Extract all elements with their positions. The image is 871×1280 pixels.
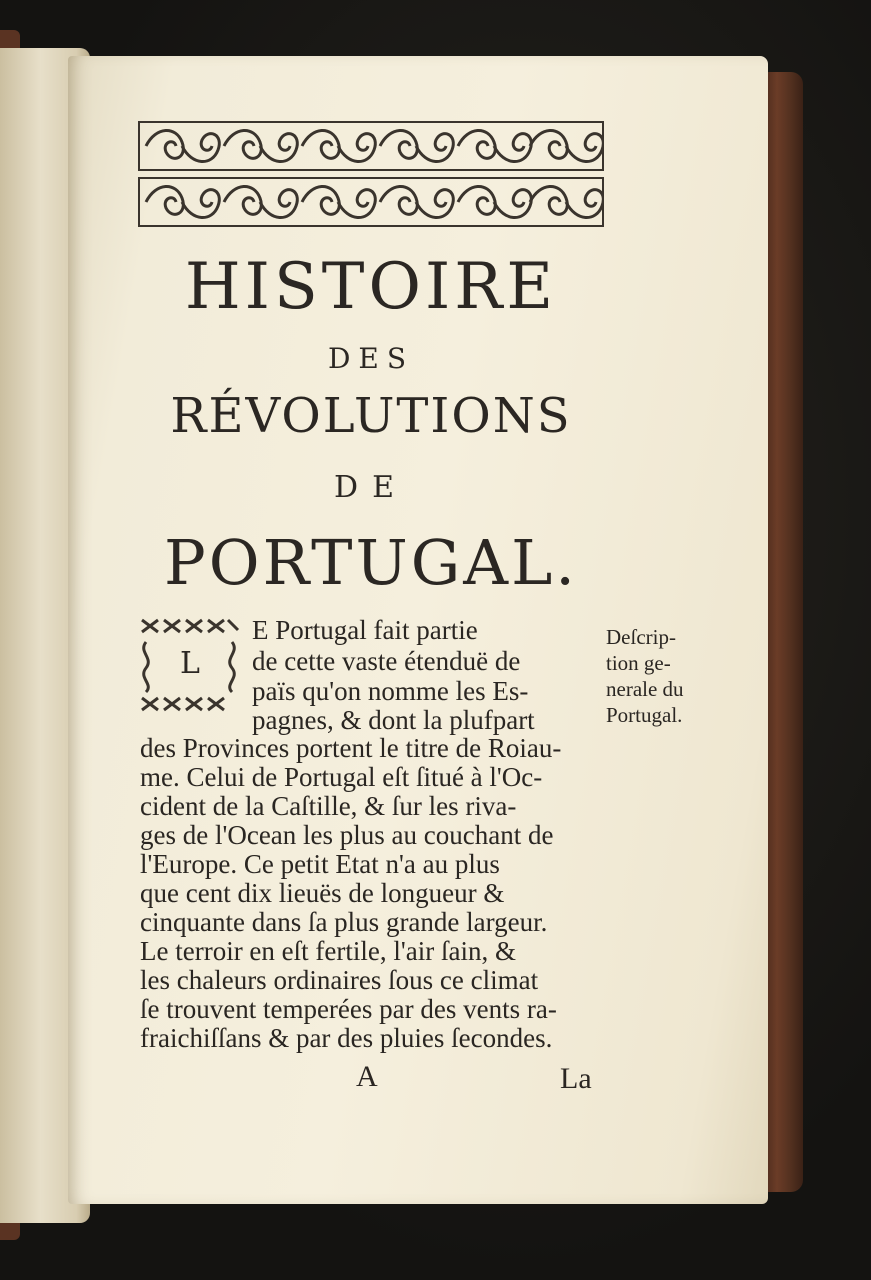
text-line: fraichiſſans & par des pluies ſecondes. (140, 1023, 553, 1053)
text-line: les chaleurs ordinaires ſous ce climat (140, 965, 539, 995)
text-line: de cette vaste étenduë de (252, 646, 521, 676)
leather-binding-edge (763, 72, 803, 1192)
text-line: E Portugal fait partie (252, 615, 478, 645)
title-line-histoire: HISTOIRE (184, 250, 558, 324)
text-line: me. Celui de Portugal eſt ſitué à l'Oc- (140, 762, 543, 792)
title-line-des: DES (327, 342, 415, 375)
text-line: que cent dix lieuës de longueur & (140, 878, 505, 908)
title-line-de: DE (334, 470, 408, 505)
text-line: pagnes, & dont la plufpart (252, 705, 535, 735)
text-line: ges de l'Ocean les plus au couchant de (140, 820, 554, 850)
catchword: La (560, 1062, 592, 1095)
text-line: des Provinces portent le titre de Roiau- (140, 733, 562, 763)
ornamental-headpiece (138, 120, 604, 230)
margin-note-line: Deſcrip- (606, 625, 676, 649)
margin-note-line: nerale du (606, 677, 684, 701)
title-line-revolutions: RÉVOLUTIONS (170, 388, 572, 444)
drop-cap-letter: L (180, 646, 200, 681)
text-line: cident de la Caſtille, & ſur les riva- (140, 791, 517, 821)
text-line: païs qu'on nomme les Es- (252, 676, 529, 706)
text-line: l'Europe. Ce petit Etat n'a au plus (140, 849, 500, 879)
margin-note-line: tion ge- (606, 651, 671, 675)
signature-mark: A (356, 1060, 378, 1093)
margin-note-line: Portugal. (606, 703, 683, 727)
title-line-portugal: PORTUGAL. (164, 526, 578, 599)
text-line: cinquante dans ſa plus grande largeur. (140, 907, 548, 937)
text-line: ſe trouvent temperées par des vents ra- (140, 994, 557, 1024)
text-line: Le terroir en eſt fertile, l'air ſain, & (140, 936, 516, 966)
